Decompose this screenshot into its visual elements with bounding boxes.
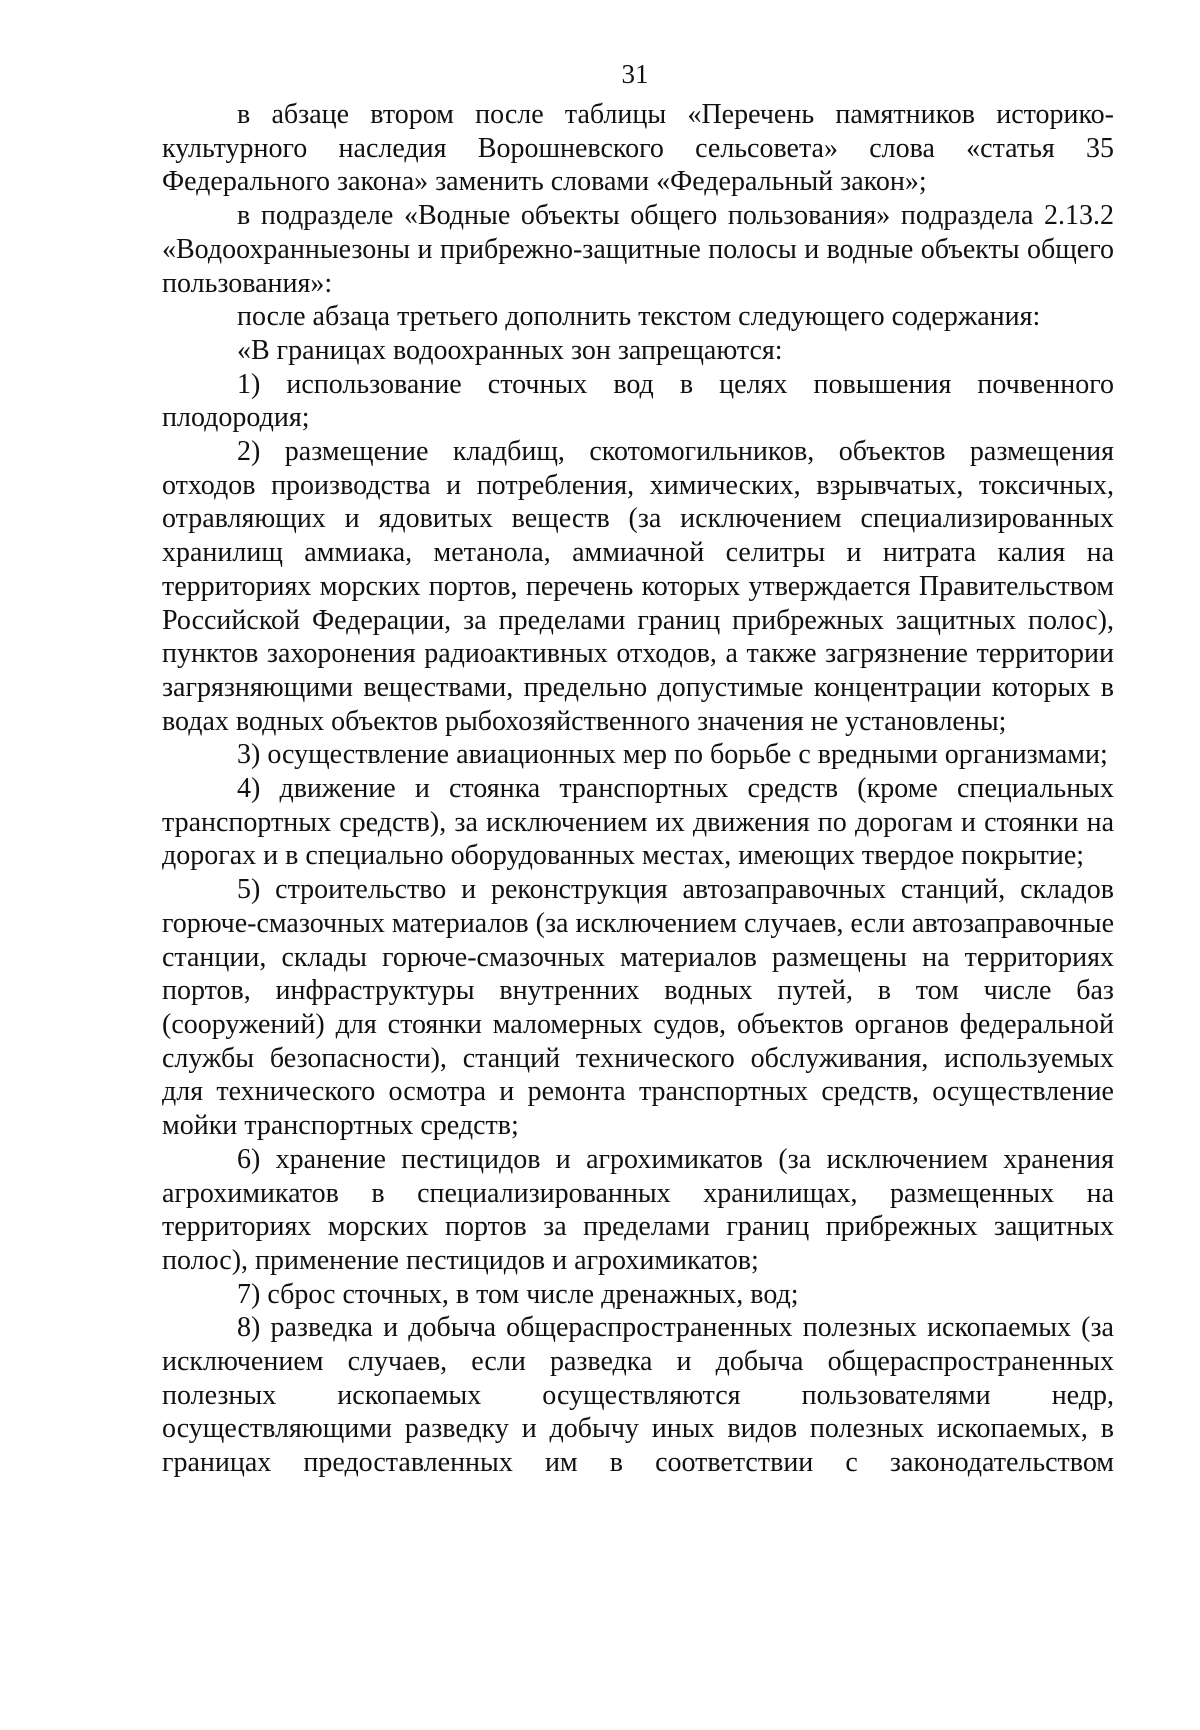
list-item-2: 2) размещение кладбищ, скотомогильников, объектов размещения отходов производства и потребления, химических, взрывчатых, токсичных, отравляющих и ядовитых веществ (за исключением специализированных хранилищ аммиака, метанола, аммиачной селитры и нитрата калия на территориях морских портов, перечень которых утверждается Правительством Российской Федерации, за пределами границ прибрежных защитных полос), пунктов захоронения радиоактивных отходов, а также загрязнение территории загрязняющими веществами, предельно допустимые концентрации которых в водах водных объектов рыбохозяйственного значения не установлены; xyxy=(162,436,1114,737)
paragraph-water-objects-subsection: в подразделе «Водные объекты общего пользования» подраздела 2.13.2 «Водоохранныезоны и прибрежно-защитные полосы и водные объекты общего пользования»: xyxy=(162,200,1114,299)
page-number: 31 xyxy=(621,59,649,89)
list-item-6: 6) хранение пестицидов и агрохимикатов (за исключением хранения агрохимикатов в специализированных хранилищах, размещенных на территориях морских портов за пределами границ прибрежных защитных полос), применение пестицидов и агрохимикатов; xyxy=(162,1143,1114,1276)
list-item-5: 5) строительство и реконструкция автозаправочных станций, складов горюче-смазочных материалов (за исключением случаев, если автозаправочные станции, склады горюче-смазочных материалов размещены на территориях портов, инфраструктуры внутренних водных путей, в том числе баз (сооружений) для стоянки маломерных судов, объектов органов федеральной службы безопасности), станций технического обслуживания, используемых для технического осмотра и ремонта транспортных средств, осуществление мойки транспортных средств; xyxy=(162,874,1114,1142)
paragraph-prohibited-intro: «В границах водоохранных зон запрещаются: xyxy=(237,334,783,366)
list-item-8: 8) разведка и добыча общераспространенных полезных ископаемых (за исключением случаев, если разведка и добыча общераспространенных полезных ископаемых осуществляются пользователями недр, осуществляющими разведку и добычу иных видов полезных ископаемых, в границах предоставленных им в соответствии с законодательством xyxy=(162,1312,1114,1479)
list-item-4: 4) движение и стоянка транспортных средств (кроме специальных транспортных средств), за исключением их движения по дорогам и стоянки на дорогах и в специально оборудованных местах, имеющих твердое покрытие; xyxy=(162,773,1114,872)
list-item-3: 3) осуществление авиационных мер по борьбе с вредными организмами; xyxy=(237,739,1108,771)
list-item-7: 7) сброс сточных, в том числе дренажных, вод; xyxy=(237,1278,799,1310)
paragraph-table-replacement: в абзаце втором после таблицы «Перечень памятников историко-культурного наследия Ворошневского сельсовета» слова «статья 35 Федерального закона» заменить словами «Федеральный закон»; xyxy=(162,99,1114,198)
list-item-1: 1) использование сточных вод в целях повышения почвенного плодородия; xyxy=(162,368,1114,434)
document-body xyxy=(162,98,1114,1480)
paragraph-insert-after-third: после абзаца третьего дополнить текстом следующего содержания: xyxy=(237,301,1041,333)
